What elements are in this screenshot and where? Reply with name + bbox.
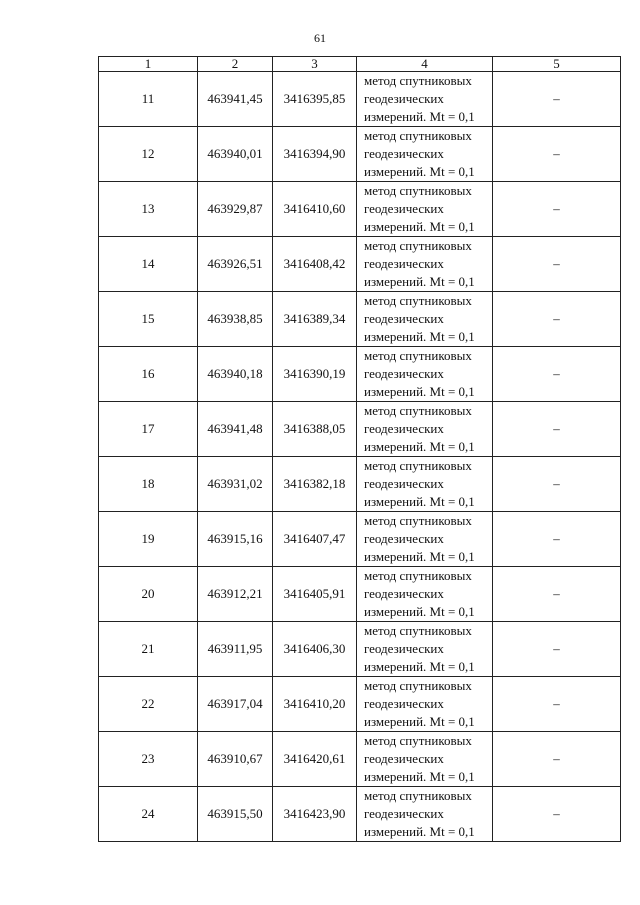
method-line: метод спутниковых [364,623,472,638]
method-line: метод спутниковых [364,788,472,803]
method-line: геодезических [364,586,444,601]
x-coordinate-cell: 463941,45 [198,72,273,127]
method-line: измерений. Mt = 0,1 [364,219,475,234]
note-cell: – [493,292,621,347]
method-line: геодезических [364,256,444,271]
method-cell [357,677,493,732]
method-cell [357,402,493,457]
table-row [99,127,621,182]
note-cell: – [493,72,621,127]
y-coordinate-cell: 3416382,18 [273,457,357,512]
x-coordinate-cell: 463926,51 [198,237,273,292]
y-coordinate-cell: 3416407,47 [273,512,357,567]
table-header-row [99,57,621,72]
x-coordinate-cell: 463929,87 [198,182,273,237]
method-line: измерений. Mt = 0,1 [364,714,475,729]
method-line: метод спутниковых [364,733,472,748]
method-line: метод спутниковых [364,513,472,528]
note-cell: – [493,732,621,787]
method-line: геодезических [364,421,444,436]
table-row [99,677,621,732]
x-coordinate-cell: 463940,01 [198,127,273,182]
note-cell: – [493,237,621,292]
page-number: 61 [314,31,326,45]
table-row [99,567,621,622]
note-cell: – [493,677,621,732]
note-cell: – [493,347,621,402]
method-line: геодезических [364,751,444,766]
method-cell [357,457,493,512]
y-coordinate-cell: 3416395,85 [273,72,357,127]
y-coordinate-cell: 3416420,61 [273,732,357,787]
y-coordinate-cell: 3416394,90 [273,127,357,182]
y-coordinate-cell: 3416389,34 [273,292,357,347]
point-number-cell: 11 [99,72,198,127]
method-cell [357,347,493,402]
method-cell [357,512,493,567]
point-number-cell: 15 [99,292,198,347]
method-line: геодезических [364,91,444,106]
method-line: геодезических [364,531,444,546]
method-line: метод спутниковых [364,183,472,198]
method-line: измерений. Mt = 0,1 [364,604,475,619]
x-coordinate-cell: 463915,50 [198,787,273,842]
y-coordinate-cell: 3416423,90 [273,787,357,842]
table-row [99,732,621,787]
table-body [99,72,621,842]
method-line: метод спутниковых [364,73,472,88]
y-coordinate-cell: 3416406,30 [273,622,357,677]
header-col-5: 5 [493,57,621,72]
x-coordinate-cell: 463911,95 [198,622,273,677]
method-line: метод спутниковых [364,403,472,418]
method-line: геодезических [364,146,444,161]
x-coordinate-cell: 463938,85 [198,292,273,347]
method-line: измерений. Mt = 0,1 [364,824,475,839]
note-cell: – [493,127,621,182]
method-line: метод спутниковых [364,128,472,143]
method-line: измерений. Mt = 0,1 [364,384,475,399]
y-coordinate-cell: 3416408,42 [273,237,357,292]
method-cell [357,292,493,347]
note-cell: – [493,182,621,237]
x-coordinate-cell: 463941,48 [198,402,273,457]
header-col-1: 1 [99,57,198,72]
point-number-cell: 23 [99,732,198,787]
method-line: метод спутниковых [364,293,472,308]
point-number-cell: 20 [99,567,198,622]
table-row [99,457,621,512]
point-number-cell: 18 [99,457,198,512]
point-number-cell: 17 [99,402,198,457]
note-cell: – [493,402,621,457]
y-coordinate-cell: 3416410,20 [273,677,357,732]
x-coordinate-cell: 463910,67 [198,732,273,787]
method-line: метод спутниковых [364,238,472,253]
y-coordinate-cell: 3416388,05 [273,402,357,457]
method-cell [357,567,493,622]
method-cell [357,127,493,182]
method-line: метод спутниковых [364,678,472,693]
method-line: геодезических [364,476,444,491]
method-line: измерений. Mt = 0,1 [364,164,475,179]
x-coordinate-cell: 463912,21 [198,567,273,622]
method-line: геодезических [364,696,444,711]
coordinates-table [98,56,621,842]
point-number-cell: 16 [99,347,198,402]
method-line: измерений. Mt = 0,1 [364,549,475,564]
method-line: измерений. Mt = 0,1 [364,494,475,509]
table-row [99,292,621,347]
note-cell: – [493,787,621,842]
y-coordinate-cell: 3416390,19 [273,347,357,402]
table-row [99,182,621,237]
method-cell [357,182,493,237]
table-row [99,237,621,292]
x-coordinate-cell: 463931,02 [198,457,273,512]
table-row [99,347,621,402]
header-col-3: 3 [273,57,357,72]
method-cell [357,72,493,127]
table-row [99,622,621,677]
note-cell: – [493,622,621,677]
table-row [99,402,621,457]
x-coordinate-cell: 463940,18 [198,347,273,402]
method-line: метод спутниковых [364,458,472,473]
point-number-cell: 19 [99,512,198,567]
table-row [99,72,621,127]
point-number-cell: 14 [99,237,198,292]
method-line: измерений. Mt = 0,1 [364,439,475,454]
note-cell: – [493,567,621,622]
method-line: геодезических [364,311,444,326]
method-line: измерений. Mt = 0,1 [364,329,475,344]
note-cell: – [493,457,621,512]
method-line: метод спутниковых [364,568,472,583]
note-cell: – [493,512,621,567]
method-line: измерений. Mt = 0,1 [364,109,475,124]
method-cell [357,732,493,787]
table-row [99,512,621,567]
method-line: геодезических [364,806,444,821]
method-cell [357,237,493,292]
point-number-cell: 22 [99,677,198,732]
x-coordinate-cell: 463917,04 [198,677,273,732]
table-row [99,787,621,842]
y-coordinate-cell: 3416410,60 [273,182,357,237]
method-line: геодезических [364,366,444,381]
method-cell [357,622,493,677]
header-col-2: 2 [198,57,273,72]
point-number-cell: 24 [99,787,198,842]
method-line: измерений. Mt = 0,1 [364,659,475,674]
method-line: геодезических [364,201,444,216]
method-cell [357,787,493,842]
x-coordinate-cell: 463915,16 [198,512,273,567]
y-coordinate-cell: 3416405,91 [273,567,357,622]
method-line: измерений. Mt = 0,1 [364,274,475,289]
header-col-4: 4 [357,57,493,72]
point-number-cell: 13 [99,182,198,237]
method-line: геодезических [364,641,444,656]
point-number-cell: 12 [99,127,198,182]
point-number-cell: 21 [99,622,198,677]
method-line: метод спутниковых [364,348,472,363]
method-line: измерений. Mt = 0,1 [364,769,475,784]
